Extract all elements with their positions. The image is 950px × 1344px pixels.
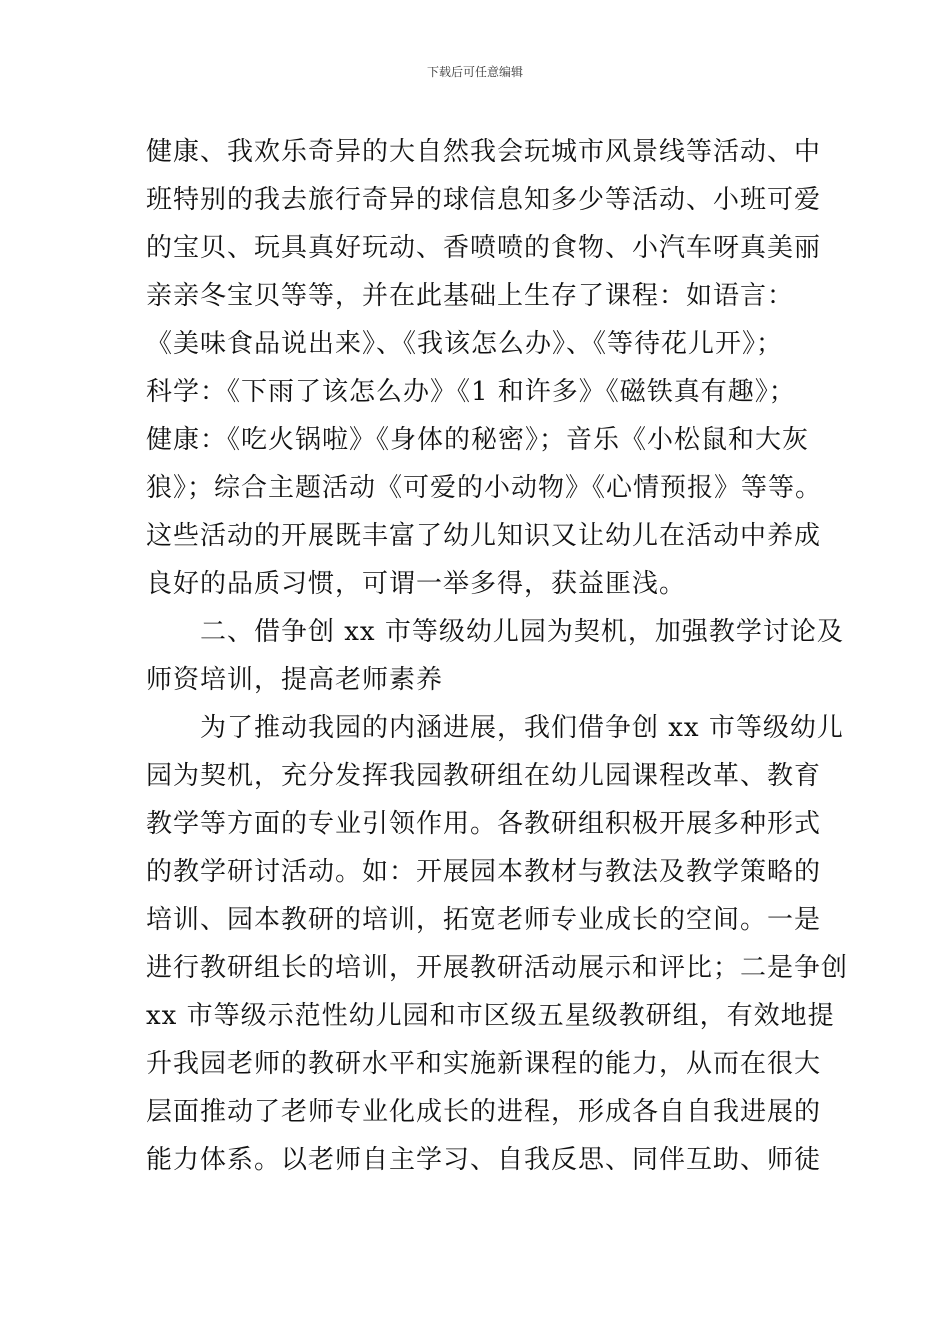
text-line: 健康：《吃火锅啦》《身体的秘密》；音乐《小松鼠和大灰: [146, 425, 810, 455]
section-heading-line: 师资培训，提高老师素养: [146, 665, 444, 695]
text-line: 的宝贝、玩具真好玩动、香喷喷的食物、小汽车呀真美丽: [146, 233, 822, 263]
body-text: [146, 128, 849, 1184]
text-line: 狼》；综合主题活动《可爱的小动物》《心情预报》等等。: [146, 473, 823, 503]
text-line: 培训、园本教研的培训，拓宽老师专业成长的空间。一是: [146, 905, 822, 935]
text-line: 这些活动的开展既丰富了幼儿知识又让幼儿在活动中养成: [146, 521, 822, 551]
text-line: xx 市等级示范性幼儿园和市区级五星级教研组，有效地提: [146, 1001, 835, 1031]
text-line: 进行教研组长的培训，开展教研活动展示和评比；二是争创: [146, 953, 849, 983]
text-line: 层面推动了老师专业化成长的进程，形成各自自我进展的: [146, 1097, 822, 1127]
text-line: 能力体系。以老师自主学习、自我反思、同伴互助、师徒: [146, 1145, 822, 1175]
text-line: 园为契机，充分发挥我园教研组在幼儿园课程改革、教育: [146, 761, 822, 791]
text-line: 《美味食品说出来》、《我该怎么办》、《等待花儿开》；: [146, 329, 784, 359]
text-line: 升我园老师的教研水平和实施新课程的能力，从而在很大: [146, 1049, 822, 1079]
section-heading-line: 二、借争创 xx 市等级幼儿园为契机，加强教学讨论及: [146, 617, 844, 647]
text-line: 教学等方面的专业引领作用。各教研组积极开展多种形式: [146, 809, 822, 839]
text-line: 科学：《下雨了该怎么办》《1 和许多》《磁铁真有趣》；: [146, 377, 796, 407]
text-line: 良好的品质习惯，可谓一举多得，获益匪浅。: [146, 569, 687, 599]
text-line: 为了推动我园的内涵进展，我们借争创 xx 市等级幼儿: [146, 713, 844, 743]
text-line: 亲亲冬宝贝等等，并在此基础上生存了课程：如语言：: [146, 281, 795, 311]
text-line: 班特别的我去旅行奇异的球信息知多少等活动、小班可爱: [146, 185, 822, 215]
text-line: 健康、我欢乐奇异的大自然我会玩城市风景线等活动、中: [146, 137, 822, 167]
text-line: 的教学研讨活动。如：开展园本教材与教法及教学策略的: [146, 857, 822, 887]
page-header: 下载后可任意编辑: [426, 65, 523, 79]
